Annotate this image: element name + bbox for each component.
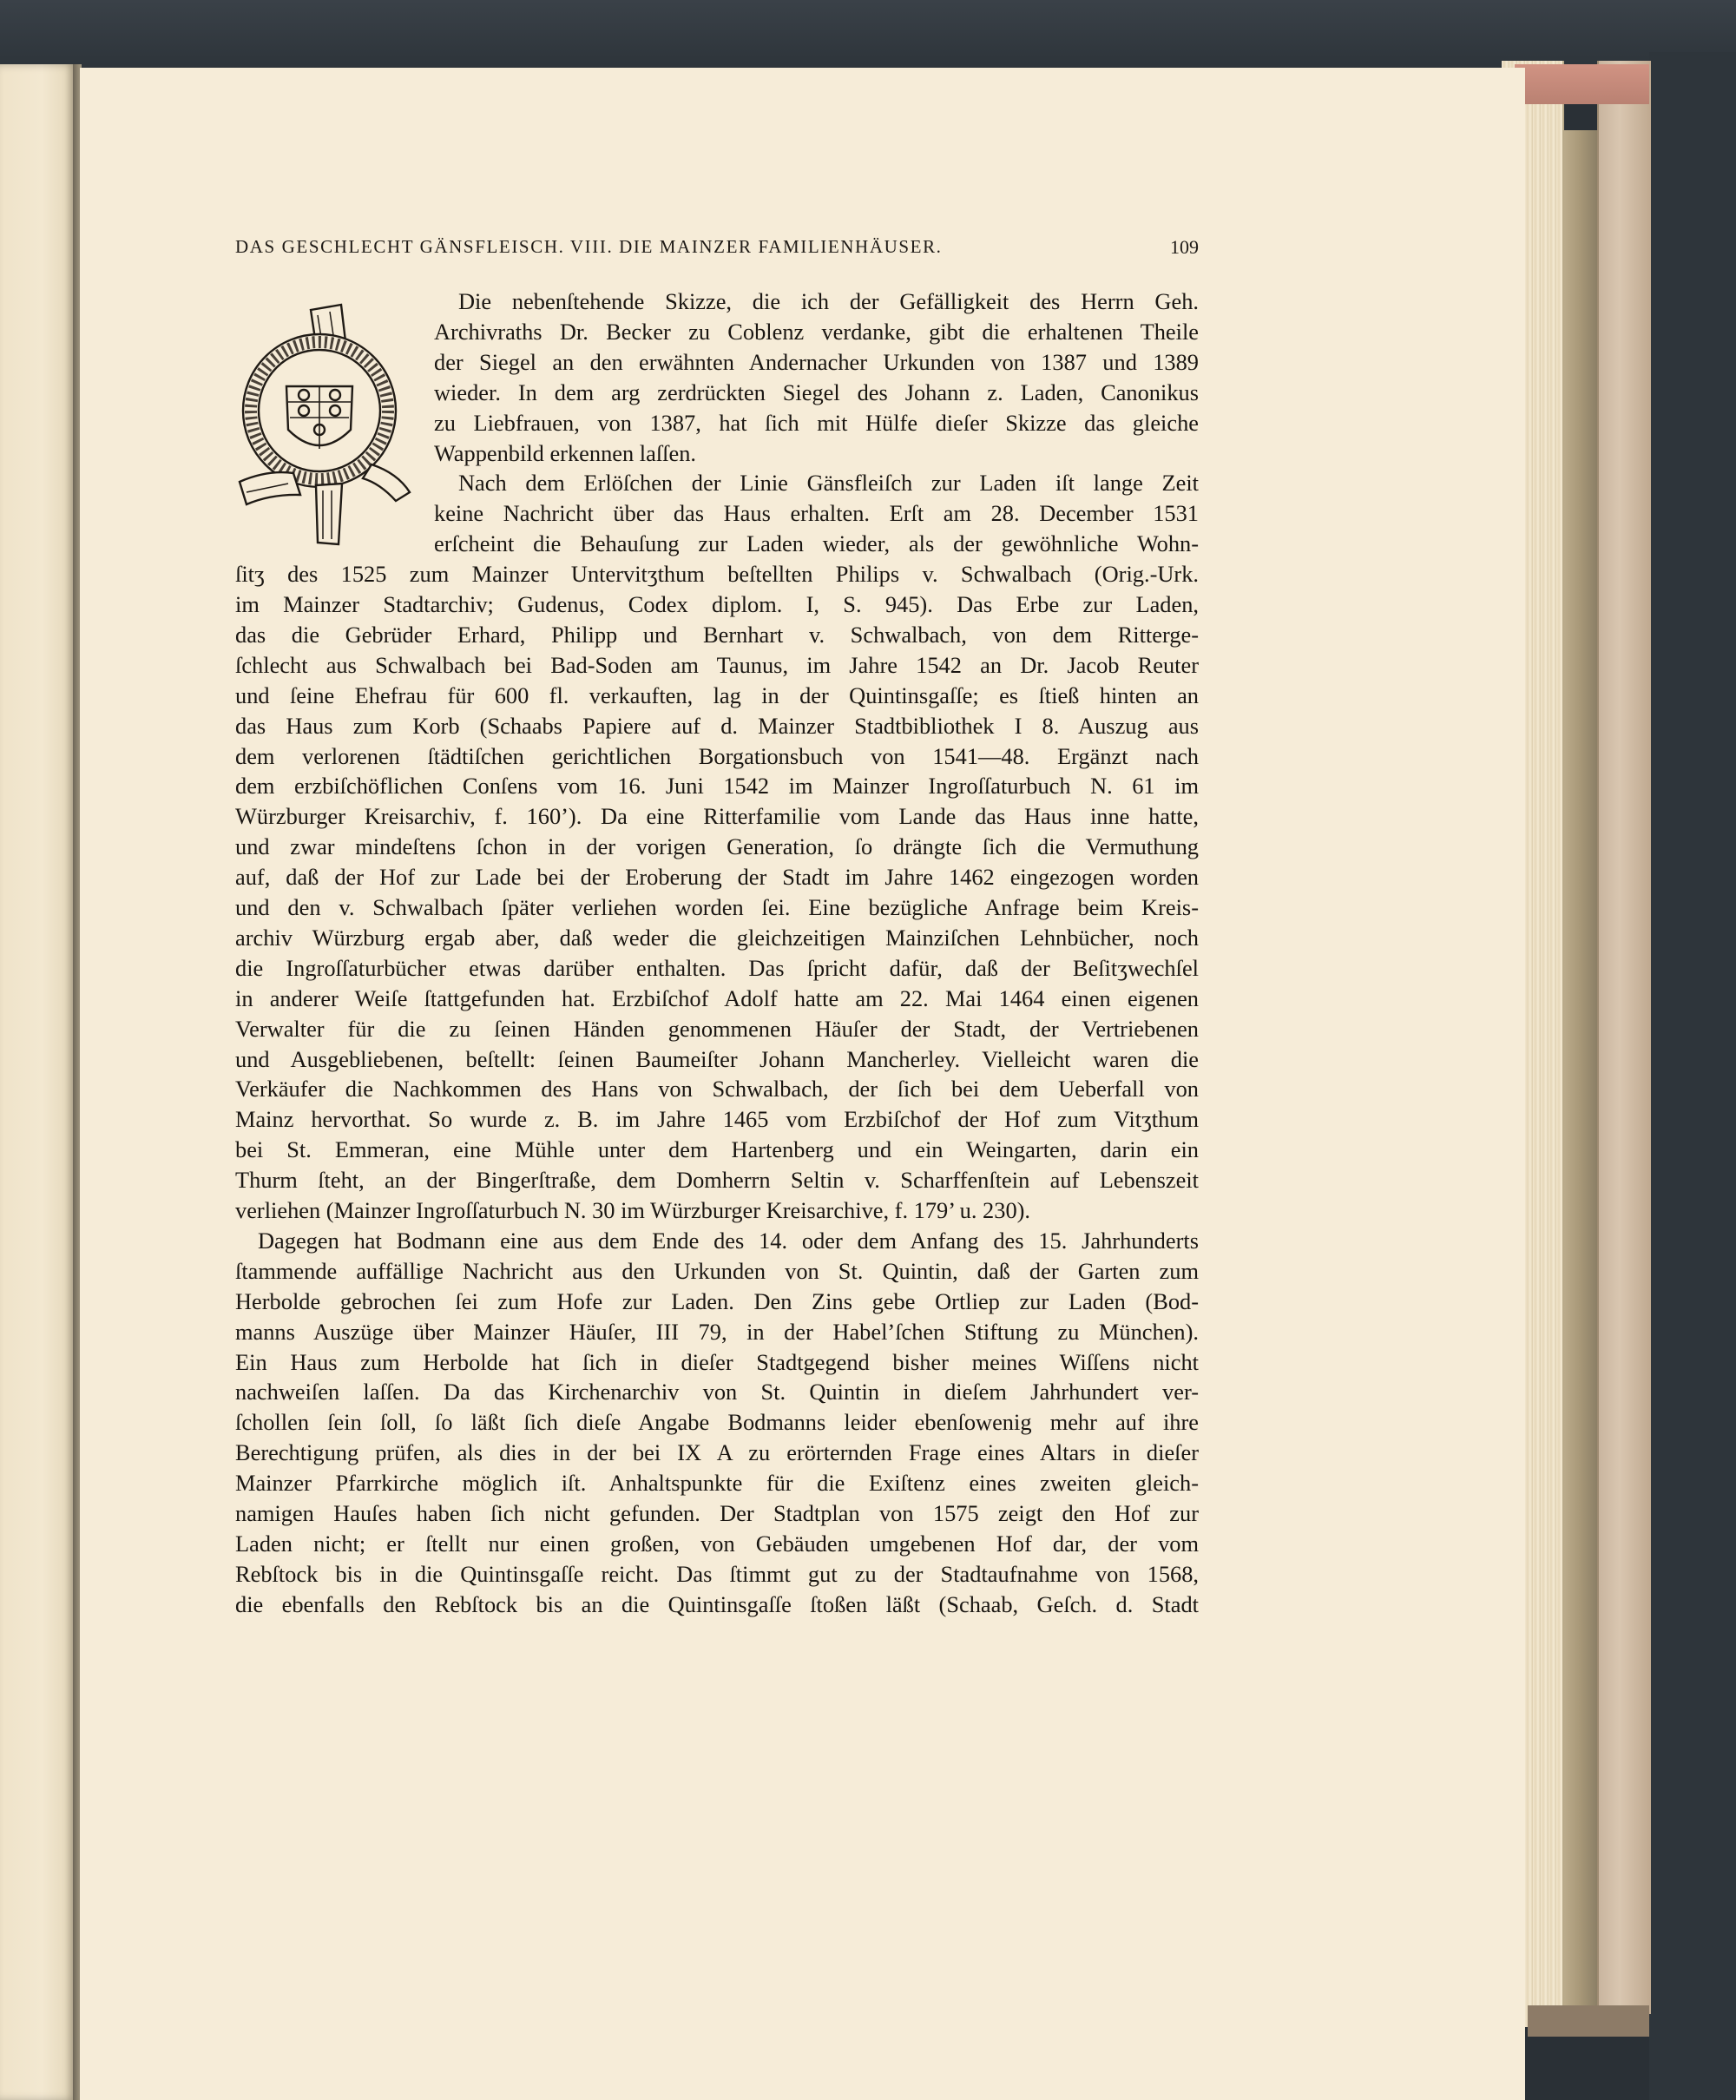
text-line: Archivraths Dr. Becker zu Coblenz verdanke, gibt die erhaltenen Theile xyxy=(434,318,1199,345)
text-line: Verkäufer die Nachkommen des Hans von Schwalbach, der ſich bei dem Ueberfall von xyxy=(235,1076,1199,1103)
text-line: das die Gebrüder Erhard, Philipp und Bernhart v. Schwalbach, von dem Ritterge- xyxy=(235,621,1199,648)
text-line: verliehen (Mainzer Ingroſſaturbuch N. 30 im Würzburger Kreisarchive, f. 179’ u. 230). xyxy=(235,1197,1031,1223)
text-line: nachweiſen laſſen. Da das Kirchenarchiv von St. Quintin in dieſem Jahrhundert ver- xyxy=(235,1379,1199,1405)
background-right xyxy=(1649,52,1736,2100)
text-line: Mainzer Pfarrkirche möglich iſt. Anhaltspunkte für die Exiſtenz eines zweiten gleich- xyxy=(235,1470,1199,1497)
text-line: und Ausgebliebenen, beſtellt: ſeinen Baumeiſter Johann Mancherley. Vielleicht waren die xyxy=(235,1045,1199,1072)
text-line: ſchollen ſein ſoll, ſo läßt ſich dieſe Angabe Bodmanns leider ebenſowenig mehr auf ihre xyxy=(235,1409,1199,1436)
text-line: ſtammende auffällige Nachricht aus den Urkunden von St. Quintin, daß der Garten zum xyxy=(235,1257,1199,1284)
text-line: und den v. Schwalbach ſpäter verliehen worden ſei. Eine bezügliche Anfrage beim Kreis- xyxy=(235,894,1199,920)
text-line: Die nebenſtehende Skizze, die ich der Gefälligkeit des Herrn Geh. xyxy=(458,288,1199,314)
text-line: wieder. In dem arg zerdrückten Siegel des Johann z. Laden, Canonikus xyxy=(434,379,1199,405)
text-line: Mainz hervorthat. So wurde z. B. im Jahre 1465 vom Erzbiſchof der Hof zum Vitʒthum xyxy=(235,1106,1199,1133)
text-line: Ein Haus zum Herbolde hat ſich in dieſer Stadtgegend bisher meines Wiſſens nicht xyxy=(235,1348,1199,1375)
text-line: Nach dem Erlöſchen der Linie Gänsfleiſch zur Laden iſt lange Zeit xyxy=(458,470,1199,497)
text-line: auf, daß der Hof zur Lade bei der Eroberung der Stadt im Jahre 1462 eingezogen worden xyxy=(235,864,1199,891)
left-page-edge xyxy=(0,64,76,2100)
text-line: keine Nachricht über das Haus erhalten. Erſt am 28. December 1531 xyxy=(434,500,1199,527)
text-line: Herbolde gebrochen ſei zum Hofe zur Laden. Den Zins gebe Ortliep zur Laden (Bod- xyxy=(235,1287,1199,1314)
text-line: namigen Hauſes haben ſich nicht gefunden. Der Stadtplan von 1575 zeigt den Hof zur xyxy=(235,1500,1199,1526)
text-line: die ebenfalls den Rebſtock bis an die Quintinsgaſſe ſtoßen läßt (Schaab, Geſch. d. Stadt xyxy=(235,1590,1199,1617)
text-line: Thurm ſteht, an der Bingerſtraße, dem Domherrn Seltin v. Scharffenſtein auf Lebenszeit xyxy=(235,1167,1199,1194)
text-line: erſcheint die Behauſung zur Laden wieder, als der gewöhnliche Wohn- xyxy=(434,530,1199,557)
text-line: ſchlecht aus Schwalbach bei Bad-Soden am Taunus, im Jahre 1542 an Dr. Jacob Reuter xyxy=(235,651,1199,678)
background xyxy=(0,0,1736,69)
text-line: Verwalter für die zu ſeinen Händen genommenen Häuſer der Stadt, der Vertriebenen xyxy=(235,1015,1199,1042)
text-line: bei St. Emmeran, eine Mühle unter dem Hartenberg und ein Weingarten, darin ein xyxy=(235,1136,1199,1163)
text-line: dem verlorenen ſtädtiſchen gerichtlichen Borgationsbuch von 1541—48. Ergänzt nach xyxy=(235,742,1199,769)
text-line: manns Auszüge über Mainzer Häuſer, III 79, in der Habel’ſchen Stiftung zu München). xyxy=(235,1318,1199,1345)
running-head xyxy=(235,236,1199,264)
cover-top-corner xyxy=(1515,64,1649,104)
text-line: in anderer Weiſe ſtattgefunden hat. Erzbiſchof Adolf hatte am 22. Mai 1464 einen eigenen xyxy=(235,984,1199,1011)
text-line: Berechtigung prüfen, als dies in der bei IX A zu erörternden Frage eines Altars in dieſer xyxy=(235,1439,1199,1466)
page-number: 109 xyxy=(1170,236,1199,258)
text-line: Wappenbild erkennen laſſen. xyxy=(434,439,696,466)
text-line: archiv Würzburg ergab aber, daß weder die gleichzeitigen Mainziſchen Lehnbücher, noch xyxy=(235,924,1199,951)
text-line: das Haus zum Korb (Schaabs Papiere auf d. Mainzer Stadtbibliothek I 8. Auszug aus xyxy=(235,712,1199,739)
text-line: Würzburger Kreisarchiv, f. 160’). Da eine Ritterfamilie vom Lande das Haus inne hatte, xyxy=(235,803,1199,830)
book-cover-edge xyxy=(1597,61,1651,2014)
text-line: Dagegen hat Bodmann eine aus dem Ende des 14. oder dem Anfang des 15. Jahrhunderts xyxy=(258,1227,1199,1254)
text-line: der Siegel an den erwähnten Andernacher Urkunden von 1387 und 1389 xyxy=(434,348,1199,375)
text-line: und zwar mindeſtens ſchon in der vorigen Generation, ſo drängte ſich die Vermuthung xyxy=(235,833,1199,860)
text-line: die Ingroſſaturbücher etwas darüber enthalten. Das ſpricht dafür, daß der Beſitʒwechſel xyxy=(235,954,1199,981)
running-title: DAS GESCHLECHT GÄNSFLEISCH. VIII. DIE MAINZER FAMILIENHÄUSER. xyxy=(235,236,943,257)
text-line: dem erzbiſchöflichen Conſens vom 16. Juni 1542 im Mainzer Ingroſſaturbuch N. 61 im xyxy=(235,773,1199,800)
text-line: und ſeine Ehefrau für 600 fl. verkauften, lag in der Quintinsgaſſe; es ſtieß hinten an xyxy=(235,681,1199,708)
cover-bottom-corner xyxy=(1528,2005,1649,2037)
text-line: ſitʒ des 1525 zum Mainzer Untervitʒthum beſtellten Philips v. Schwalbach (Orig.-Urk. xyxy=(235,561,1199,588)
text-line: Laden nicht; er ſtellt nur einen großen, von Gebäuden umgebenen Hof dar, der vom xyxy=(235,1530,1199,1557)
text-line: zu Liebfrauen, von 1387, hat ſich mit Hülfe dieſer Skizze das gleiche xyxy=(434,409,1199,436)
seal-sketch-icon xyxy=(233,300,425,551)
text-line: im Mainzer Stadtarchiv; Gudenus, Codex diplom. I, S. 945). Das Erbe zur Laden, xyxy=(235,591,1199,617)
text-line: Rebſtock bis in die Quintinsgaſſe reicht. Das ſtimmt gut zu der Stadtaufnahme von 1568, xyxy=(235,1560,1199,1587)
